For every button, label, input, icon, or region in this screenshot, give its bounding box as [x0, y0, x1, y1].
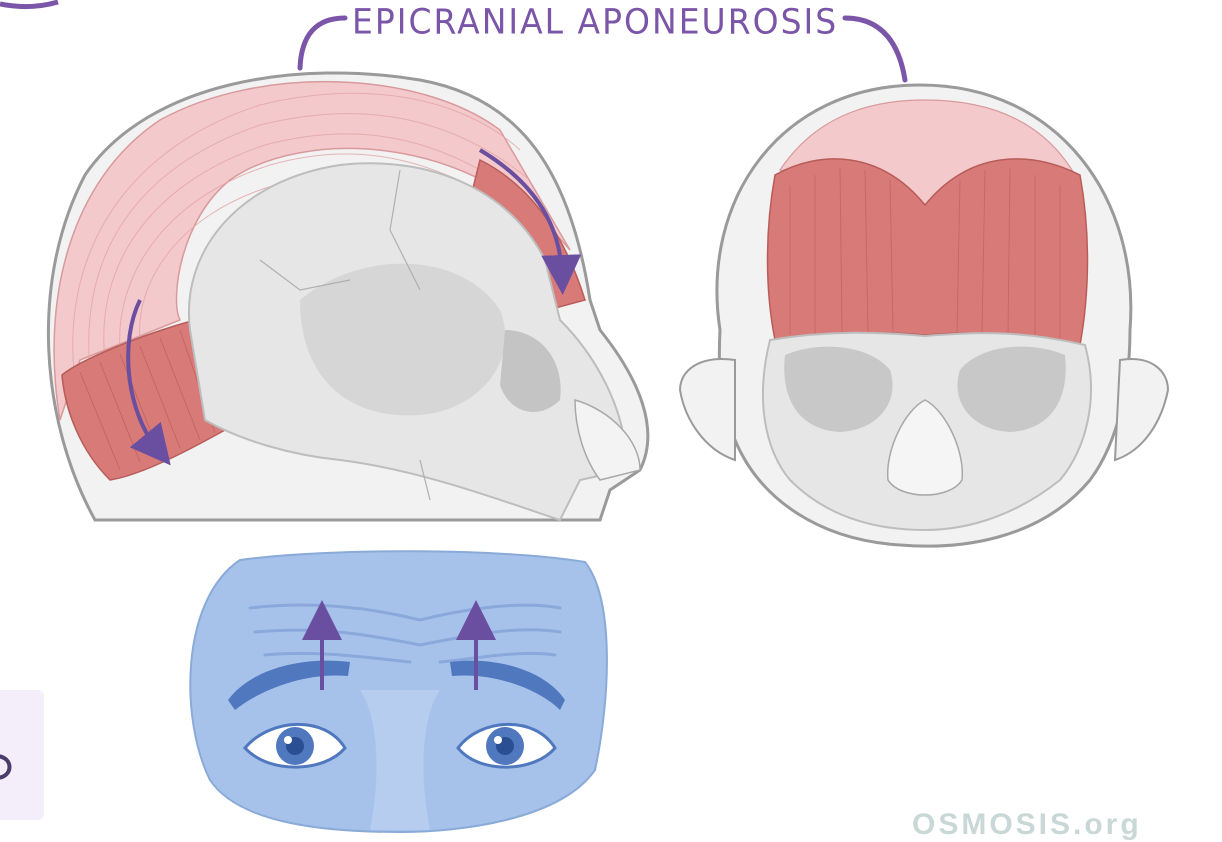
frontal-right-ear: [1115, 359, 1168, 460]
osmosis-watermark: OSMOSIS.org: [912, 808, 1142, 841]
lateral-skull: [48, 73, 647, 520]
frontal-left-ear: [680, 359, 735, 460]
leader-line-left: [300, 18, 345, 68]
side-panel-glyph-icon: [0, 752, 16, 782]
epicranial-aponeurosis-label: EPICRANIAL APONEUROSIS: [352, 1, 839, 42]
corner-label-fragment: [0, 2, 58, 7]
frontal-skull: [680, 85, 1168, 546]
face-raised-brows: [190, 551, 607, 832]
leader-line-right: [845, 18, 905, 80]
